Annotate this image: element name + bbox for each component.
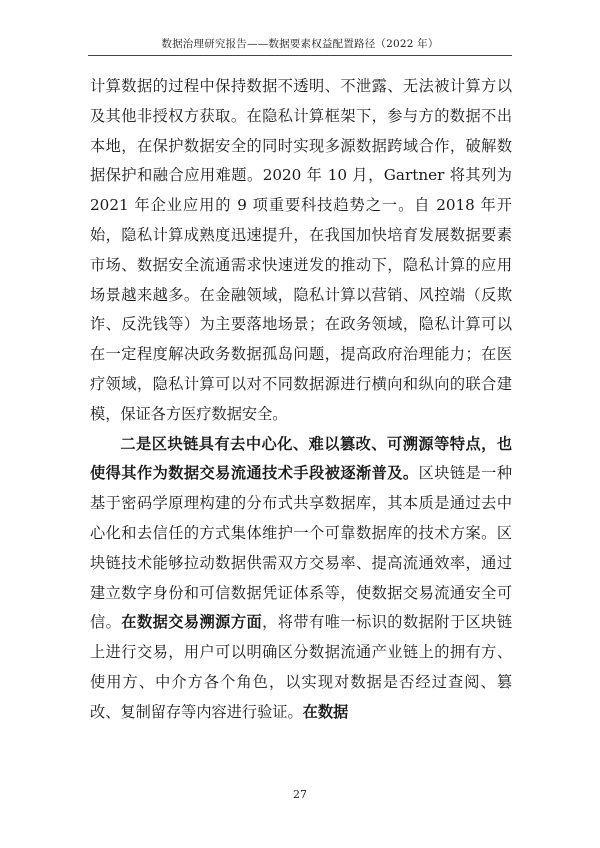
text-run: 区块链是一种基于密码学原理构建的分布式共享数据库，其本质是通过去中心化和去信任的方式集体维护一个可靠数据库的技术方案。区块链技术能够拉动数据供需双方交易率、提高流通效率，通过建立数字身份和可信数据凭证体系等，使数据交易流通安全可信。: [90, 464, 513, 632]
body-text: [90, 72, 512, 728]
paragraph-blockchain: [90, 430, 512, 728]
page-number: 27: [293, 788, 307, 801]
running-header: 数据治理研究报告——数据要素权益配置路径（2022 年）: [88, 37, 512, 56]
bold-text-run: 在数据交易溯源方面: [121, 613, 263, 632]
bold-text-run: 二是区块链具有去中心化、难以篡改、可溯源等特点，也使得其作为数据交易流通技术手段被逐渐普及。: [90, 434, 512, 483]
text-run: ，将带有唯一标识的数据附于区块链上进行交易，用户可以明确区分数据流通产业链上的拥有方、使用方、中介方各个角色，以实现对数据是否经过查阅、篡改、复制留存等内容进行验证。: [90, 613, 513, 721]
paragraph-privacy-computing: [90, 72, 512, 430]
text-run: 计算数据的过程中保持数据不透明、不泄露、无法被计算方以及其他非授权方获取。在隐私计算框架下，参与方的数据不出本地，在保护数据安全的同时实现多源数据跨域合作，破解数据保护和融合应用难题。2020 年 10 月，Gartner 将其列为 2021 年企业应用的 9 项重要科技趋势之一。自 2018 年开始，隐私计算成熟度迅速提升，在我国加快培育发展数据要素市场、数据安全流通需求快速迸发的推动下，隐私计算的应用场景越来越多。在金融领域，隐私计算以营销、风控端（反欺诈、反洗钱等）为主要落地场景；在政务领域，隐私计算可以在一定程度解决政务数据孤岛问题，提高政府治理能力；在医疗领域，隐私计算可以对不同数据源进行横向和纵向的联合建模，保证各方医疗数据安全。: [90, 77, 512, 423]
bold-text-run: 在数据: [302, 702, 349, 721]
